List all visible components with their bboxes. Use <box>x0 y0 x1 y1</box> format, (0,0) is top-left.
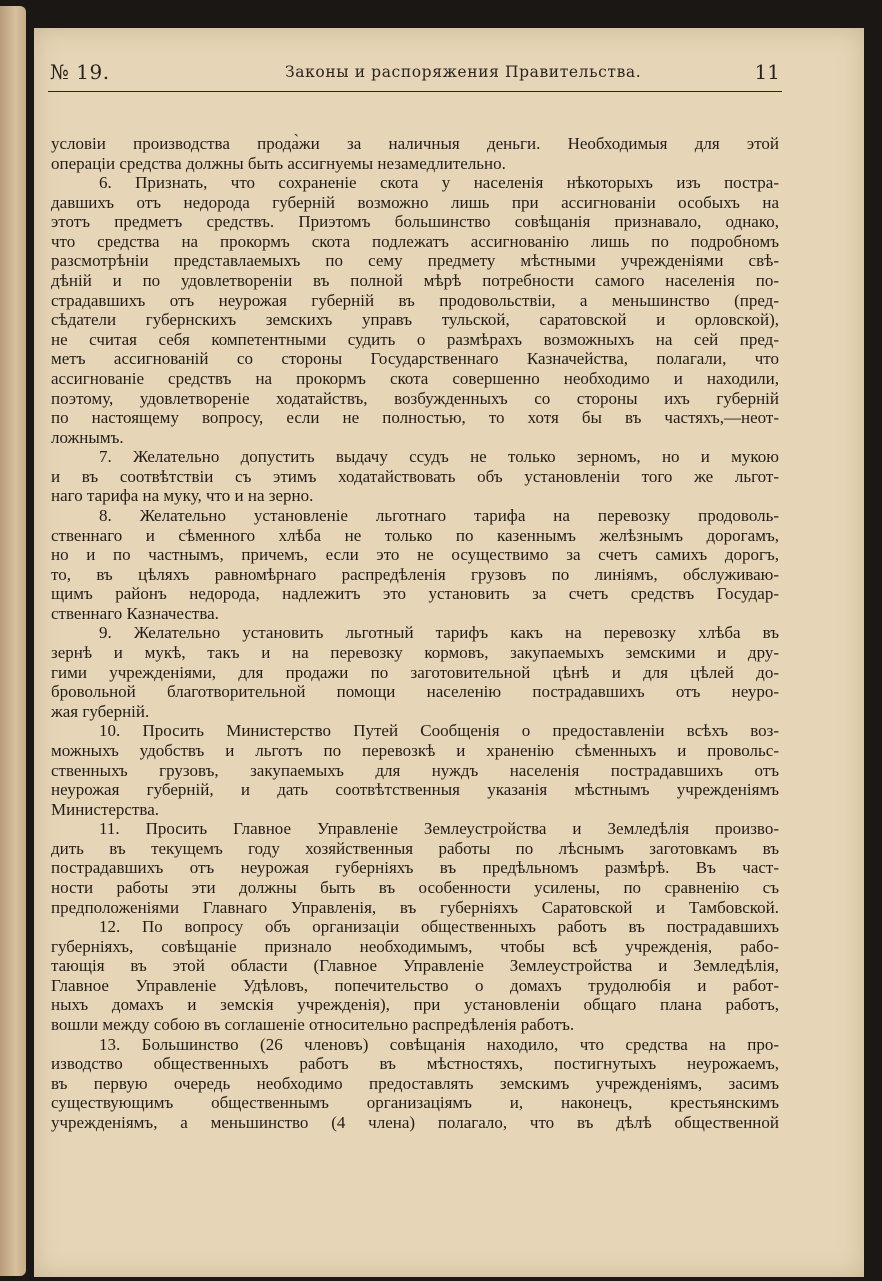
text-line: и въ соотвѣтствіи съ этимъ ходатайствовать объ установленіи того же льгот- <box>51 466 779 486</box>
text-line: этотъ предметъ средствъ. Приэтомъ большинство совѣщанія признавало, однако, <box>51 212 779 232</box>
text-line: разсмотрѣніи представлаемыхъ по сему предмету мѣстными учрежденіями свѣ- <box>51 251 779 271</box>
text-line: 8. Желательно установленіе льготнаго тарифа на перевозку продоволь- <box>99 505 779 525</box>
text-line: не считая себя компетентными судить о размѣрахъ возможныхъ на сей пред- <box>51 329 779 349</box>
text-line: метъ ассигнованій со стороны Государственнаго Казначейства, полагали, что <box>51 349 779 369</box>
text-line: гими учрежденіями, для продажи по заготовительной цѣнѣ и для цѣлей до- <box>51 662 779 682</box>
issue-number: № 19. <box>50 60 110 84</box>
text-line: вошли между собою въ соглашеніе относительно распредѣленія работъ. <box>51 1015 575 1035</box>
text-line: въ первую очередь необходимо предоставлять земскимъ учрежденіямъ, засимъ <box>51 1073 779 1093</box>
running-title: Законы и распоряжения Правительства. <box>285 63 642 81</box>
text-line: жая губерній. <box>51 701 150 721</box>
text-line: 13. Большинство (26 членовъ) совѣщанія находило, что средства на про- <box>99 1034 779 1054</box>
text-line: губерніяхъ, совѣщаніе признало необходимымъ, чтобы всѣ учрежденія, рабо- <box>51 936 779 956</box>
text-line: условіи производства прода̀жи за наличныя деньги. Необходимыя для этой <box>51 134 779 153</box>
page-number: 11 <box>754 60 780 84</box>
text-line: 11. Просить Главное Управленіе Землеустройства и Земледѣлія произво- <box>99 819 779 839</box>
text-line: наго тарифа на муку, что и на зерно. <box>51 486 314 506</box>
text-line: поэтому, удовлетвореніе ходатайствъ, возбужденныхъ со стороны ихъ губерній <box>51 388 779 408</box>
text-line: Министерства. <box>51 799 160 819</box>
text-line: дѣній и по удовлетвореніи въ полной мѣрѣ потребности самого населенія по- <box>51 271 779 291</box>
text-line: по настоящему вопросу, если не полностью, то хотя бы въ частяхъ,—неот- <box>51 408 779 428</box>
text-line: существующимъ общественнымъ организаціямъ и, наконецъ, крестьянскимъ <box>51 1093 779 1113</box>
adjacent-page-edge <box>0 6 26 1276</box>
text-line: можныхъ удобствъ и льготъ по перевозкѣ и храненію сѣменныхъ и провольс- <box>51 740 779 760</box>
text-line: 7. Желательно допустить выдачу ссудъ не только зерномъ, но и мукою <box>99 447 779 467</box>
text-line: сѣдатели губернскихъ земскихъ управъ тульской, саратовской и орловской), <box>51 310 779 330</box>
text-line: зернѣ и мукѣ, такъ и на перевозку кормовъ, закупаемыхъ земскими и дру- <box>51 643 779 663</box>
text-line: предположеніями Главнаго Управленія, въ губерніяхъ Саратовской и Тамбовской. <box>51 897 779 917</box>
text-line: давшихъ отъ недорода губерній возможно лишь при ассигнованіи особыхъ на <box>51 192 779 212</box>
text-line: Главное Управленіе Удѣловъ, попечительство о домахъ трудолюбія и работ- <box>51 975 779 995</box>
running-header <box>50 60 780 90</box>
text-line: пострадавшихъ отъ неурожая губерніяхъ въ предѣльномъ размѣрѣ. Въ част- <box>51 858 779 878</box>
text-line: бровольной благотворительной помощи населенію пострадавшихъ отъ неуро- <box>51 682 779 702</box>
text-line: дить въ текущемъ году хозяйственныя работы по лѣснымъ заготовкамъ въ <box>51 838 779 858</box>
text-line: операціи средства должны быть ассигнуемы незамедлительно. <box>51 153 506 173</box>
text-line: но и по частнымъ, причемъ, если это не осуществимо за счетъ самихъ дорогъ, <box>51 545 779 565</box>
text-line: то, въ цѣляхъ равномѣрнаго распредѣленія грузовъ по линіямъ, обслуживаю- <box>51 564 779 584</box>
page-body-text <box>51 134 779 1132</box>
text-line: щимъ районъ недорода, надлежитъ это установить за счетъ средствъ Государ- <box>51 584 779 604</box>
text-line: 10. Просить Министерство Путей Сообщенія о предоставленіи всѣхъ воз- <box>99 721 779 741</box>
text-line: 6. Признать, что сохраненіе скота у населенія нѣкоторыхъ изъ постра- <box>99 173 779 193</box>
text-line: 9. Желательно установить льготный тарифъ какъ на перевозку хлѣба въ <box>99 623 779 643</box>
text-line: ственнаго Казначества. <box>51 603 219 623</box>
text-line: тающія въ этой области (Главное Управленіе Землеустройства и Земледѣлія, <box>51 956 779 976</box>
text-line: ственнаго и сѣменного хлѣба не только по казеннымъ желѣзнымъ дорогамъ, <box>51 525 779 545</box>
text-line: ныхъ домахъ и земскія учрежденія), при установленіи общаго плана работъ, <box>51 995 779 1015</box>
text-line: 12. По вопросу объ организаціи общественныхъ работъ въ пострадавшихъ <box>99 917 779 937</box>
text-line: ассигнованіе средствъ на прокормъ скота совершенно необходимо и находили, <box>51 368 779 388</box>
text-line: что средства на прокормъ скота подлежатъ ассигнованію лишь по подробномъ <box>51 231 779 251</box>
header-rule <box>48 91 782 92</box>
text-line: изводство общественныхъ работъ въ мѣстностяхъ, постигнутыхъ неурожаемъ, <box>51 1054 779 1074</box>
text-line: ности работы эти должны быть въ особенности усилены, по сравненію съ <box>51 877 779 897</box>
text-line: ложнымъ. <box>51 427 124 447</box>
text-line: ственныхъ грузовъ, закупаемыхъ для нуждъ населенія пострадавшихъ отъ <box>51 760 779 780</box>
text-line: страдавшихъ отъ неурожая губерній въ продовольствіи, а меньшинство (пред- <box>51 290 779 310</box>
text-line: учрежденіямъ, а меньшинство (4 члена) полагало, что въ дѣлѣ общественной <box>51 1112 779 1132</box>
text-line: неурожая губерній, и дать соотвѣтственныя указанія мѣстнымъ учрежденіямъ <box>51 780 779 800</box>
